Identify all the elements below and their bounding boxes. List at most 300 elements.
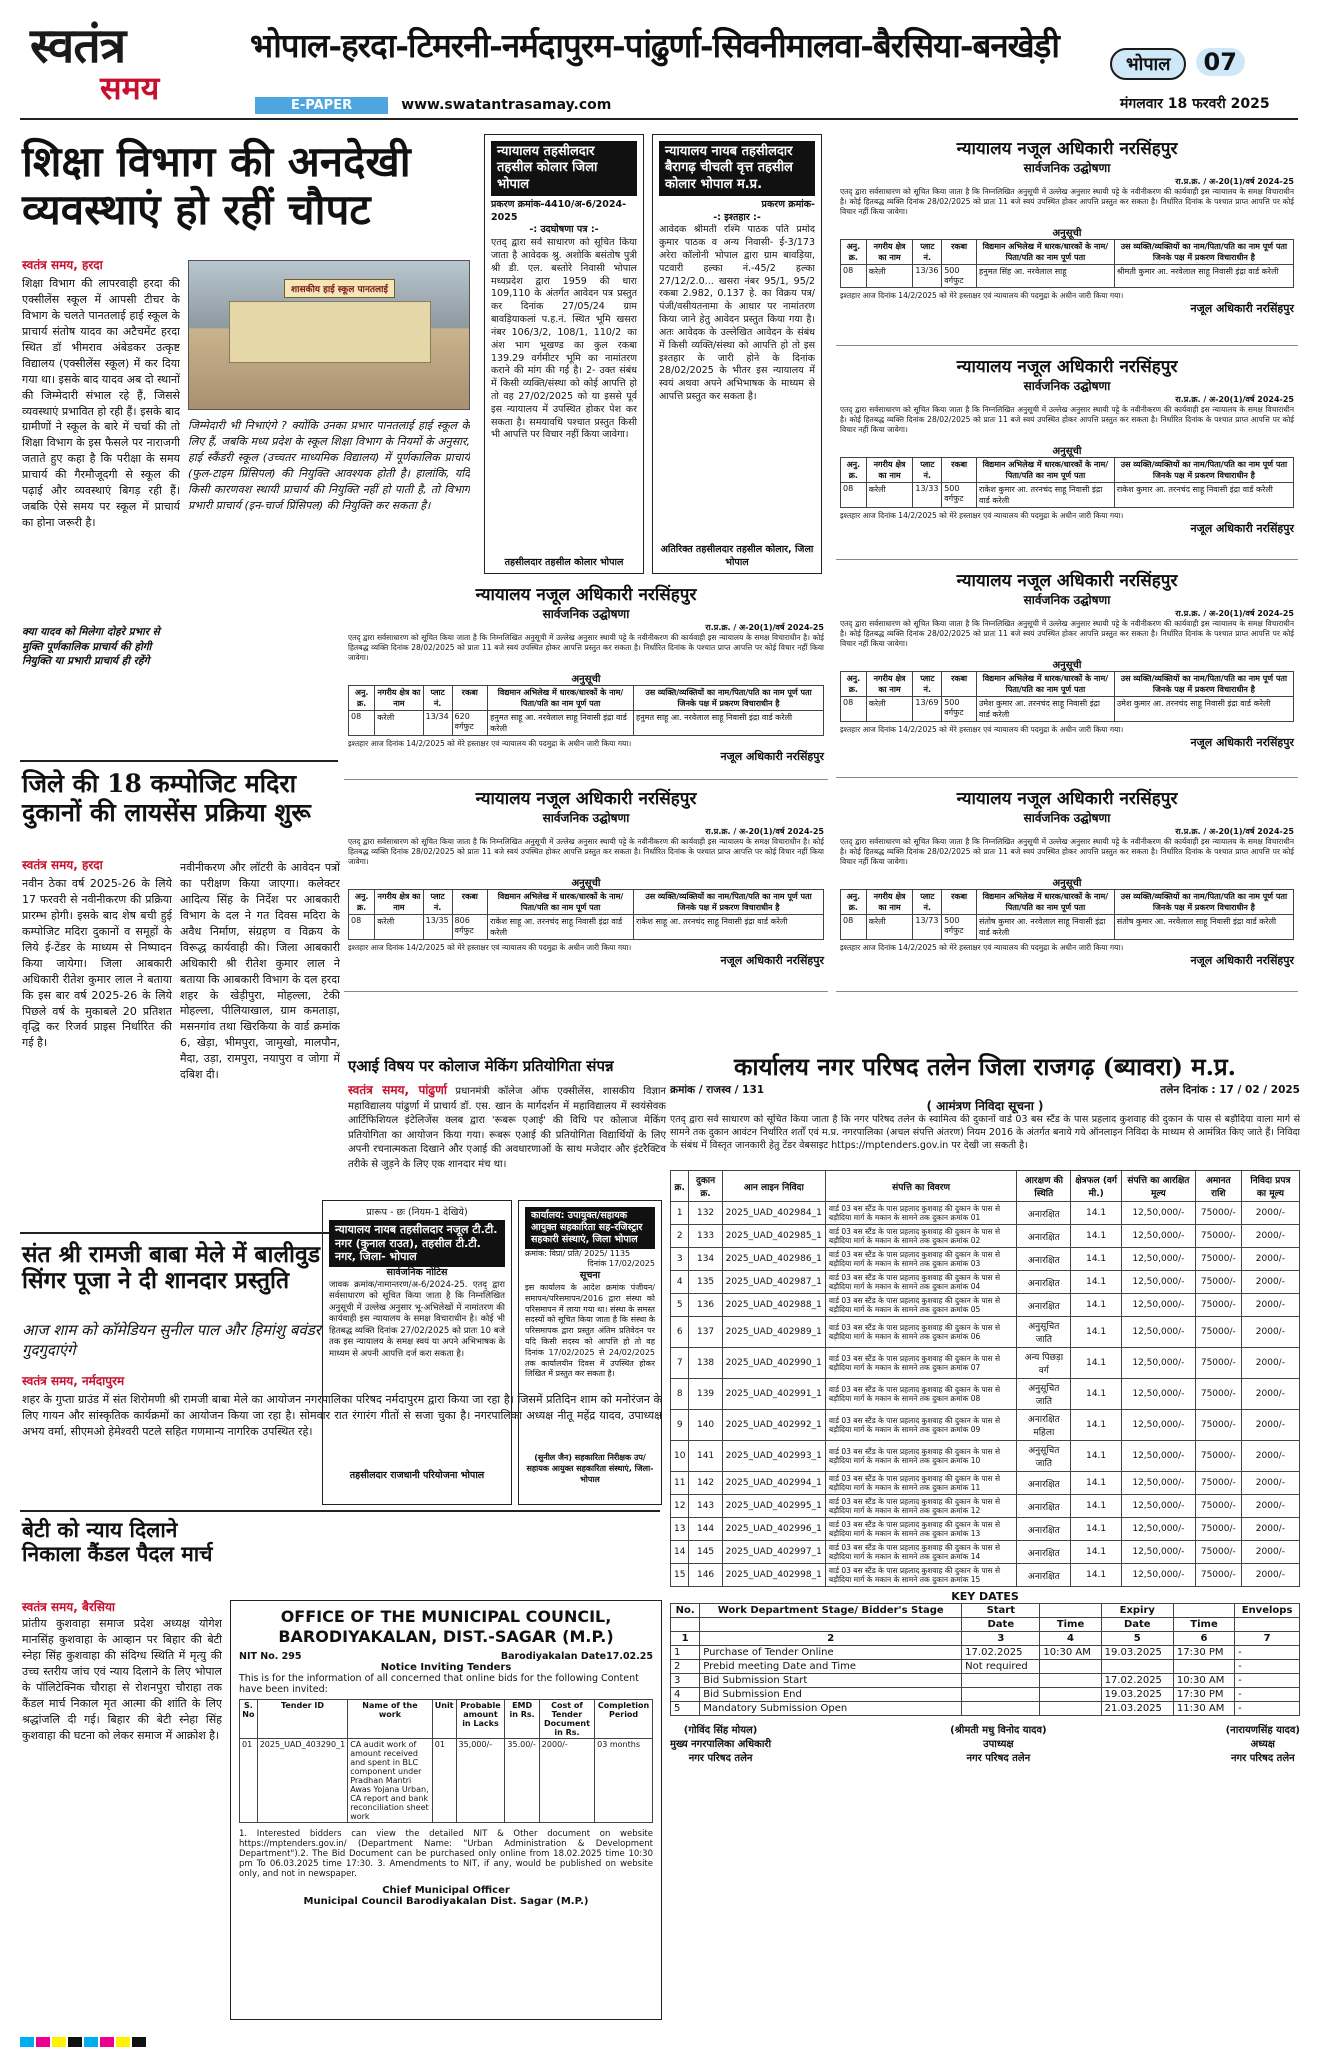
table-cell: 12,50,000/- bbox=[1121, 1564, 1195, 1587]
table-cell: 620 वर्गफुट bbox=[452, 711, 488, 736]
table-cell: 145 bbox=[689, 1541, 722, 1564]
nazul-table bbox=[840, 239, 1294, 288]
table-cell: 14.1 bbox=[1071, 1541, 1122, 1564]
table-header-cell: अनु. क्र. bbox=[841, 240, 867, 265]
table-cell: 7 bbox=[671, 1348, 689, 1379]
table-header-cell: 2 bbox=[700, 1632, 962, 1646]
tender-talen bbox=[670, 1050, 1300, 2025]
nazul-sign: नजूल अधिकारी नरसिंहपुर bbox=[1190, 522, 1294, 535]
table-cell: 133 bbox=[689, 1225, 722, 1248]
nazul-sub: सार्वजनिक उद्घोषणा bbox=[1023, 593, 1111, 607]
talen-table bbox=[670, 1170, 1300, 1587]
table-cell: 14.1 bbox=[1071, 1317, 1122, 1348]
table-header-cell: अनु. क्र. bbox=[841, 672, 867, 697]
notice-body: इस कार्यालय के आदेश क्रमांक पंजीयन/समापन/परिसमापन/2016 द्वारा संस्था को परिसमापन में लाया गया था। संस्था के समस्त सदस्यों को सूचित किया जाता है कि संस्था के परिसमापक द्वारा प्रस्तुत अंतिम प्रतिवेदन पर यदि किसी सदस्य को आपत्ति हो तो वह दिनांक 17/02/2025 से 24/02/2025 तक कार्यालयीन दिवस में उपस्थित होकर लिखित में प्रस्तुत कर सकता है। bbox=[525, 1283, 655, 1379]
table-cell: 137 bbox=[689, 1317, 722, 1348]
table-header bbox=[841, 890, 1294, 915]
table-cell: 13 bbox=[671, 1518, 689, 1541]
tender-date: Barodiyakalan Date17.02.25 bbox=[500, 1651, 653, 1662]
table-header-cell: प्लाट नं. bbox=[913, 890, 942, 915]
nazul-notice bbox=[836, 352, 1298, 560]
table-cell: 2025_UAD_402984_1 bbox=[722, 1202, 825, 1225]
table-cell: अनारक्षित bbox=[1017, 1294, 1071, 1317]
table-cell: 12,50,000/- bbox=[1121, 1495, 1195, 1518]
table-cell: 12,50,000/- bbox=[1121, 1348, 1195, 1379]
table-row bbox=[671, 1702, 1300, 1716]
notice-footer: अतिरिक्त तहसीलदार तहसील कोलार, जिला भोपाल bbox=[660, 544, 814, 569]
notice-body: एतद् द्वारा सर्व साधारण को सूचित किया जाता है आवेदक श्रु. अशोकि बसंतोष पुत्री श्री डी. एल. बस्तोरे निवासी भोपाल मध्यप्रदेश द्वारा 1959 की धारा 109,110 के अंतर्गत आवेदन पत्र प्रस्तुत कर दिनांक 27/05/24 ग्राम बावड़ियाकलां प.ह.नं. स्थित भूमि खसरा नंबर 106/3/2, 108/1, 110/2 का अंश भाग भूखण्ड का कुल रकबा 139.29 वर्गमीटर भूमि का नामांतरण कराने की मांग की गई है। 2- उक्त संबंध में किसी व्यक्ति/संस्था को कोई आपत्ति हो तो वह 27/02/2025 को या इससे पूर्व इस न्यायालय में उपस्थित होकर पेश कर सकता है। समयावधि पश्चात प्रस्तुत किसी भी आपत्ति पर विचार नहीं किया जावेगा। bbox=[491, 237, 637, 441]
table-header-cell: Expiry bbox=[1101, 1604, 1173, 1618]
table-cell: 75000/- bbox=[1195, 1564, 1241, 1587]
table-row bbox=[841, 483, 1294, 508]
table-cell: 132 bbox=[689, 1202, 722, 1225]
story1-title: शिक्षा विभाग की अनदेखी व्यवस्थाएं हो रहीं चौपट bbox=[22, 137, 411, 235]
table-cell: 142 bbox=[689, 1472, 722, 1495]
table-row bbox=[671, 1271, 1300, 1294]
table-cell: 138 bbox=[689, 1348, 722, 1379]
table-row bbox=[671, 1518, 1300, 1541]
header-divider bbox=[20, 118, 1298, 120]
table-cell: 15 bbox=[671, 1564, 689, 1587]
table-header-cell: Date bbox=[1101, 1618, 1173, 1632]
nazul-body: एतद् द्वारा सर्वसाधारण को सूचित किया जाता है कि निम्नलिखित अनुसूची में उल्लेख अनुसार स्थायी पट्टे के नवीनीकरण की कार्यवाही इस न्यायालय के समक्ष विचाराधीन है। कोई हितबद्ध व्यक्ति दिनांक 28/02/2025 को प्रातः 11 बजे स्वयं उपस्थित होकर आपत्ति प्रस्तुत कर सकता है। निर्धारित दिनांक के पश्चात प्राप्त आपत्ति पर कोई विचार नहीं किया जावेगा। bbox=[840, 837, 1294, 866]
talen-subtitle: ( आमंत्रण निविदा सूचना ) bbox=[926, 1099, 1044, 1113]
nazul-table bbox=[840, 671, 1294, 722]
notice-naib-tehsildar bbox=[652, 134, 822, 574]
table-cell: 35,000/- bbox=[456, 1739, 505, 1823]
table-cell: अनारक्षित bbox=[1017, 1472, 1071, 1495]
table-cell: 14.1 bbox=[1071, 1410, 1122, 1441]
table-cell: 35.00/- bbox=[505, 1739, 539, 1823]
notice-body: आवेदक श्रीमती रश्मि पाठक पति प्रमोद कुमार पाठक व अन्य निवासी- ई-3/173 अरेरा कॉलोनी भोपाल द्वारा ग्राम बावड़िया, पटवारी हल्का नं.-45/2 हल्का 27/12/2.0... खसरा नंबर 95/1, 95/2 रकबा 2.982, 0.137 हे. का विक्रय पत्र/पंजी/वसीयतनामा के आधार पर नामांतरण किया जाने हेतु आवेदन प्रस्तुत किया गया है। अतः आवेदक के उल्लेखित आवेदन के संबंध में किसी व्यक्ति/संस्था को आपत्ति हो तो इस इश्तहार के जारी होने के दिनांक 28/02/2025 के भीतर इस न्यायालय में स्वयं अथवा अपने अभिभाषक के माध्यम से आपत्ति प्रस्तुत कर सकता है। bbox=[659, 224, 815, 402]
table-header-cell: 6 bbox=[1173, 1632, 1234, 1646]
story5-title: एआई विषय पर कोलाज मेकिंग प्रतियोगिता संपन्न bbox=[348, 1057, 614, 1075]
table-cell: 75000/- bbox=[1195, 1225, 1241, 1248]
nazul-footnote: इश्तहार आज दिनांक 14/2/2025 को मेरे हस्ताक्षर एवं न्यायालय की पदमुद्रा के अधीन जारी किया गया। bbox=[840, 725, 1124, 734]
table-row bbox=[671, 1348, 1300, 1379]
table-cell: 11 bbox=[671, 1472, 689, 1495]
nazul-notice bbox=[344, 784, 828, 992]
table-header-cell: अमानत राशि bbox=[1195, 1171, 1241, 1202]
table-header-cell: Time bbox=[1040, 1618, 1101, 1632]
story1-byline: स्वतंत्र समय, हरदा bbox=[22, 258, 103, 272]
story2-byline: स्वतंत्र समय, हरदा bbox=[22, 858, 103, 872]
table-cell: करेली bbox=[866, 697, 913, 722]
signatory-org: नगर परिषद तलेन bbox=[966, 1753, 1031, 1764]
nazul-sub: सार्वजनिक उद्घोषणा bbox=[542, 811, 630, 825]
table-header-cell: संपत्ति का आरक्षित मूल्य bbox=[1121, 1171, 1195, 1202]
table-cell: 2000/- bbox=[1241, 1348, 1299, 1379]
nazul-sub: सार्वजनिक उद्घोषणा bbox=[542, 607, 630, 621]
signatory-role: उपाध्यक्ष bbox=[983, 1739, 1014, 1750]
nazul-sign: नजूल अधिकारी नरसिंहपुर bbox=[1190, 736, 1294, 749]
table-cell: 14.1 bbox=[1071, 1202, 1122, 1225]
table-header-cell: संपत्ति का विवरण bbox=[825, 1171, 1016, 1202]
table-header-cell: विद्यमान अभिलेख में धारक/धारकों के नाम/पिता/पति का नाम पूर्ण पता bbox=[977, 890, 1115, 915]
table-cell: - bbox=[1235, 1646, 1300, 1660]
table-cell: 12,50,000/- bbox=[1121, 1379, 1195, 1410]
table-cell: अनारक्षित bbox=[1017, 1225, 1071, 1248]
tender-sub: Notice Inviting Tenders bbox=[380, 1662, 512, 1673]
nazul-heading: न्यायालय नजूल अधिकारी नरसिंहपुर bbox=[956, 357, 1178, 377]
table-cell: 2025_UAD_402990_1 bbox=[722, 1348, 825, 1379]
tender-note: 1. Interested bidders can view the detailed NIT & Other document on website https://mptenders.gov.in/ (Department Name: "Urban Administration & Development Department").2. The Bid Document can be purchased only online from 18.02.2025 time 10:30 pm To 06.03.2025 time 17:30. 3. Amendments to NIT, if any, would be published on website only, and not in newspaper. bbox=[239, 1829, 653, 1879]
table-header-cell: नगरीय क्षेत्र का नाम bbox=[866, 240, 913, 265]
table-header-cell: Tender ID bbox=[257, 1700, 347, 1739]
table-cell: अनुसूचित जाति bbox=[1017, 1317, 1071, 1348]
table-row bbox=[671, 1441, 1300, 1472]
table-cell: हनुमत साहू आ. नरवेलाल साहू निवासी इंद्रा वार्ड करेली bbox=[488, 711, 634, 736]
table-cell: 2000/- bbox=[1241, 1472, 1299, 1495]
table-cell: 17.02.2025 bbox=[962, 1646, 1040, 1660]
table-cell: राकेश साहू आ. तरनचंद साहू निवासी इंद्रा वार्ड करेली bbox=[633, 915, 823, 940]
nazul-table bbox=[348, 889, 824, 940]
table-cell bbox=[962, 1688, 1040, 1702]
table-cell: 2000/- bbox=[1241, 1441, 1299, 1472]
table-row bbox=[671, 1225, 1300, 1248]
table-header-cell: Unit bbox=[432, 1700, 456, 1739]
table-cell: 3 bbox=[671, 1248, 689, 1271]
story3-body: शहर के गुप्ता ग्राउंड में संत शिरोमणी श्री रामजी बाबा मेले का आयोजन नगरपालिका परिषद नर्मदापुरम द्वारा किया जा रहा है। जिसमें प्रतिदिन शाम को मनोरंजन के लिए गायन और सांस्कृतिक कार्यक्रमों का आयोजन किया जा रहा है। सोमवार रात रंगारंग गीतों से सजा चुका है। नगरपालिका अध्यक्ष नीतू महेंद्र यादव, उपाध्यक्ष अभय वर्मा, सीएमओ हेमेश्वरी पटले सहित गणमान्य नागरिक उपस्थित रहे। bbox=[22, 1393, 662, 1438]
table-cell: Prebid meeting Date and Time bbox=[700, 1660, 962, 1674]
table-cell: 2025_UAD_402985_1 bbox=[722, 1225, 825, 1248]
table-row bbox=[349, 915, 824, 940]
table-cell: 134 bbox=[689, 1248, 722, 1271]
table-header-cell: उस व्यक्ति/व्यक्तियों का नाम/पिता/पति का नाम पूर्ण पता जिनके पक्ष में प्रकरण विचाराधीन है bbox=[1114, 890, 1293, 915]
nazul-footnote: इश्तहार आज दिनांक 14/2/2025 को मेरे हस्ताक्षर एवं न्यायालय की पदमुद्रा के अधीन जारी किया गया। bbox=[348, 943, 632, 952]
notice-top: प्रारूप - छः (नियम-1 देखिये) bbox=[366, 1207, 468, 1218]
table-cell: 08 bbox=[349, 915, 375, 940]
table-cell: वार्ड 03 बस स्टैंड के पास प्रहलाद कुशवाह की दुकान के पास से बड़ौदिया मार्ग के मकान के सामने तक दुकान क्रमांक 08 bbox=[825, 1379, 1016, 1410]
table-cell: 3 bbox=[671, 1674, 700, 1688]
story4-body: प्रांतीय कुशवाहा समाज प्रदेश अध्यक्ष योगेश मानसिंह कुशवाहा के आव्हान पर बिहार की बेटी स्नेहा सिंह कुशवाहा की संदिग्ध स्थिति में मृत्यु की उच्च स्तरीय जांच एवं न्याय दिलाने के लिए भोपाल के पॉलिटेक्निक चौराहा से रोशनपुरा चौराहा तक कैंडल मार्च निकाल मृत आत्मा की शांति के लिए श्रद्धांजलि दी गई। बिहार की बेटी स्नेहा सिंह कुशवाहा की घटना को लेकर समाज में आक्रोश है। bbox=[22, 1617, 222, 1742]
table-cell: उमेश कुमार आ. तरनचंद साहू निवासी इंद्रा वार्ड करेली bbox=[1114, 697, 1293, 722]
nazul-schedule: अनुसूची bbox=[1052, 878, 1082, 889]
table-cell bbox=[962, 1674, 1040, 1688]
table-row bbox=[841, 915, 1294, 940]
table-cell: 75000/- bbox=[1195, 1495, 1241, 1518]
table-cell bbox=[1040, 1702, 1101, 1716]
table-header-cell: अनु. क्र. bbox=[841, 458, 867, 483]
table-cell: 139 bbox=[689, 1379, 722, 1410]
website-link[interactable]: www.swatantrasamay.com bbox=[401, 97, 612, 113]
table-header bbox=[841, 458, 1294, 483]
table-cell: 500 वर्गफुट bbox=[942, 483, 977, 508]
nazul-heading: न्यायालय नजूल अधिकारी नरसिंहपुर bbox=[956, 139, 1178, 159]
table-header bbox=[671, 1604, 1300, 1618]
table-header-cell: विद्यमान अभिलेख में धारक/धारकों के नाम/पिता/पति का नाम पूर्ण पता bbox=[488, 890, 634, 915]
table-header-cell: EMD in Rs. bbox=[505, 1700, 539, 1739]
table-cell: 2000/- bbox=[1241, 1225, 1299, 1248]
table-cell: Bid Submission End bbox=[700, 1688, 962, 1702]
table-cell: 08 bbox=[841, 483, 867, 508]
table-header bbox=[841, 672, 1294, 697]
story3-kicker: आज शाम को कॉमेडियन सुनील पाल और हिमांशु बवंडर गुदगुदाएंगे bbox=[22, 1321, 321, 1359]
table-cell: अनारक्षित bbox=[1017, 1541, 1071, 1564]
tender-table bbox=[239, 1699, 653, 1823]
table-header bbox=[671, 1632, 1300, 1646]
table-cell: 2025_UAD_402998_1 bbox=[722, 1564, 825, 1587]
table-cell: 146 bbox=[689, 1564, 722, 1587]
talen-date: तलेन दिनांक : 17 / 02 / 2025 bbox=[1160, 1084, 1300, 1096]
signatory-name: (श्रीमती मधु विनोद यादव) bbox=[950, 1725, 1047, 1736]
table-header-cell: विद्यमान अभिलेख में धारक/धारकों के नाम/पिता/पति का नाम पूर्ण पता bbox=[488, 686, 634, 711]
table-cell: 13/69 bbox=[913, 697, 942, 722]
nazul-footnote: इश्तहार आज दिनांक 14/2/2025 को मेरे हस्ताक्षर एवं न्यायालय की पदमुद्रा के अधीन जारी किया गया। bbox=[840, 291, 1124, 300]
table-cell: 17:30 PM bbox=[1173, 1688, 1234, 1702]
table-cell: Bid Submission Start bbox=[700, 1674, 962, 1688]
notice-title: -: उदघोषणा पत्र :- bbox=[529, 224, 599, 236]
table-row bbox=[841, 697, 1294, 722]
table-header-cell: विद्यमान अभिलेख में धारक/धारकों के नाम/पिता/पति का नाम पूर्ण पता bbox=[977, 240, 1115, 265]
nazul-case: रा.प्र.क्र. / अ-20(1)/वर्ष 2024-25 bbox=[1175, 609, 1294, 618]
table-row bbox=[671, 1660, 1300, 1674]
table-cell: 2025_UAD_402992_1 bbox=[722, 1410, 825, 1441]
table-header-cell: 5 bbox=[1101, 1632, 1173, 1646]
table-cell: 12,50,000/- bbox=[1121, 1294, 1195, 1317]
notice-footer: तहसीलदार राजधानी परियोजना भोपाल bbox=[349, 1469, 485, 1481]
table-cell: अन्य पिछड़ा वर्ग bbox=[1017, 1348, 1071, 1379]
nazul-case: रा.प्र.क्र. / अ-20(1)/वर्ष 2024-25 bbox=[1175, 395, 1294, 404]
nazul-footnote: इश्तहार आज दिनांक 14/2/2025 को मेरे हस्ताक्षर एवं न्यायालय की पदमुद्रा के अधीन जारी किया गया। bbox=[840, 511, 1124, 520]
signatory-name: (नारायणसिंह यादव) bbox=[1225, 1725, 1300, 1736]
table-header-cell: उस व्यक्ति/व्यक्तियों का नाम/पिता/पति का नाम पूर्ण पता जिनके पक्ष में प्रकरण विचाराधीन है bbox=[1114, 672, 1293, 697]
table-cell: 14.1 bbox=[1071, 1518, 1122, 1541]
table-header-cell: उस व्यक्ति/व्यक्तियों का नाम/पिता/पति का नाम पूर्ण पता जिनके पक्ष में प्रकरण विचाराधीन है bbox=[633, 686, 823, 711]
table-row bbox=[671, 1248, 1300, 1271]
table-cell: 2000/- bbox=[1241, 1294, 1299, 1317]
table-header bbox=[671, 1618, 1300, 1632]
table-cell: 2000/- bbox=[1241, 1518, 1299, 1541]
table-header-cell: प्लाट नं. bbox=[913, 672, 942, 697]
nazul-sign: नजूल अधिकारी नरसिंहपुर bbox=[720, 750, 824, 763]
table-cell: अनारक्षित bbox=[1017, 1564, 1071, 1587]
table-cell: 75000/- bbox=[1195, 1518, 1241, 1541]
table-cell: करेली bbox=[866, 265, 913, 288]
table-header-cell: Time bbox=[1173, 1618, 1234, 1632]
notice-title: -: इश्तहार :- bbox=[713, 211, 761, 223]
table-cell: 01 bbox=[240, 1739, 258, 1823]
nazul-footnote: इश्तहार आज दिनांक 14/2/2025 को मेरे हस्ताक्षर एवं न्यायालय की पदमुद्रा के अधीन जारी किया गया। bbox=[840, 943, 1124, 952]
table-header-cell bbox=[1040, 1604, 1101, 1618]
nazul-notice bbox=[836, 566, 1298, 778]
notice-tehsildar-kolar bbox=[484, 134, 644, 574]
table-cell: 1 bbox=[671, 1646, 700, 1660]
table-cell bbox=[962, 1702, 1040, 1716]
table-header-cell: उस व्यक्ति/व्यक्तियों का नाम/पिता/पति का नाम पूर्ण पता जिनके पक्ष में प्रकरण विचाराधीन है bbox=[633, 890, 823, 915]
table-cell: 2000/- bbox=[1241, 1271, 1299, 1294]
table-row bbox=[671, 1495, 1300, 1518]
table-cell: करेली bbox=[866, 915, 913, 940]
nazul-sign: नजूल अधिकारी नरसिंहपुर bbox=[1190, 954, 1294, 967]
table-cell: 2025_UAD_403290_1 bbox=[257, 1739, 347, 1823]
table-header-cell: 3 bbox=[962, 1632, 1040, 1646]
table-header-cell: दुकान क्र. bbox=[689, 1171, 722, 1202]
table-cell: राकेश साहू आ. तरनचंद साहू निवासी इंद्रा वार्ड करेली bbox=[488, 915, 634, 940]
nazul-case: रा.प्र.क्र. / अ-20(1)/वर्ष 2024-25 bbox=[705, 623, 824, 632]
table-cell: 14.1 bbox=[1071, 1472, 1122, 1495]
story3-title: संत श्री रामजी बाबा मेले में बालीवुड सिंगर पूजा ने दी शानदार प्रस्तुति bbox=[22, 1241, 321, 1295]
table-header-cell: विद्यमान अभिलेख में धारक/धारकों के नाम/पिता/पति का नाम पूर्ण पता bbox=[977, 672, 1115, 697]
table-row bbox=[671, 1379, 1300, 1410]
table-header-cell: प्लाट नं. bbox=[423, 686, 452, 711]
table-cell: वार्ड 03 बस स्टैंड के पास प्रहलाद कुशवाह की दुकान के पास से बड़ौदिया मार्ग के मकान के सामने तक दुकान क्रमांक 10 bbox=[825, 1441, 1016, 1472]
table-cell: 14.1 bbox=[1071, 1271, 1122, 1294]
table-header-cell: 1 bbox=[671, 1632, 700, 1646]
table-cell: 14 bbox=[671, 1541, 689, 1564]
nazul-schedule: अनुसूची bbox=[1052, 446, 1082, 457]
table-header-cell: अनु. क्र. bbox=[841, 890, 867, 915]
table-cell: करेली bbox=[866, 483, 913, 508]
table-header-cell: Probable amount in Lacks bbox=[456, 1700, 505, 1739]
table-cell: 141 bbox=[689, 1441, 722, 1472]
table-cell: 75000/- bbox=[1195, 1271, 1241, 1294]
table-header-cell: रकबा bbox=[942, 458, 977, 483]
table-cell: 14.1 bbox=[1071, 1495, 1122, 1518]
table-cell: वार्ड 03 बस स्टैंड के पास प्रहलाद कुशवाह की दुकान के पास से बड़ौदिया मार्ग के मकान के सामने तक दुकान क्रमांक 07 bbox=[825, 1348, 1016, 1379]
story4-byline: स्वतंत्र समय, बैरसिया bbox=[22, 1600, 116, 1614]
table-header-cell: नगरीय क्षेत्र का नाम bbox=[866, 890, 913, 915]
table-header bbox=[240, 1700, 653, 1739]
table-cell: 12,50,000/- bbox=[1121, 1202, 1195, 1225]
table-cell: अनारक्षित bbox=[1017, 1495, 1071, 1518]
notice-case: क्रमांक: विप्रा/ प्रति/ 2025/ 1135 bbox=[525, 1248, 631, 1258]
school-signboard: शासकीय हाई स्कूल पानतलाई bbox=[284, 279, 395, 298]
table-cell: 12,50,000/- bbox=[1121, 1225, 1195, 1248]
notice-body: जावक क्रमांक/नामान्तरण/अ-6/2024-25. एतद् द्वारा सर्वसाधारण को सूचित किया जाता है कि निम्नलिखित अनुसूची में उल्लेख अनुसार भू-अभिलेखों में नामांतरण की कार्यवाही इस न्यायालय के समक्ष विचाराधीन है। कोई भी हितबद्ध व्यक्ति दिनांक 27/02/2025 को प्रातः 10 बजे तक इस न्यायालय के समक्ष स्वयं या अपने अभिभाषक के माध्यम से अपनी आपत्ति दर्ज करा सकता है। bbox=[329, 1279, 505, 1359]
table-cell: 2000/- bbox=[1241, 1410, 1299, 1441]
table-cell: अनारक्षित bbox=[1017, 1202, 1071, 1225]
table-cell: संतोष कुमार आ. नरवेलाल साहू निवासी इंद्रा वार्ड करेली bbox=[977, 915, 1115, 940]
table-cell: 2000/- bbox=[1241, 1379, 1299, 1410]
table-cell bbox=[1040, 1688, 1101, 1702]
table-cell: वार्ड 03 बस स्टैंड के पास प्रहलाद कुशवाह की दुकान के पास से बड़ौदिया मार्ग के मकान के सामने तक दुकान क्रमांक 11 bbox=[825, 1472, 1016, 1495]
table-cell: 2025_UAD_402989_1 bbox=[722, 1317, 825, 1348]
table-cell: Purchase of Tender Online bbox=[700, 1646, 962, 1660]
table-cell: 75000/- bbox=[1195, 1379, 1241, 1410]
signatory-role: मुख्य नगरपालिका अधिकारी bbox=[670, 1739, 772, 1750]
table-row bbox=[240, 1739, 653, 1823]
nazul-schedule: अनुसूची bbox=[1052, 228, 1082, 239]
story4-title: बेटी को न्याय दिलाने निकाला कैंडल पैदल मार्च bbox=[22, 1517, 213, 1567]
table-cell: 500 वर्गफुट bbox=[942, 915, 977, 940]
table-cell: 13/33 bbox=[913, 483, 942, 508]
epaper-bar bbox=[255, 94, 1255, 112]
signatory-name: (गोविंद सिंह मोयल) bbox=[683, 1725, 758, 1736]
tender-sign1: Chief Municipal Officer bbox=[382, 1885, 510, 1896]
table-cell: वार्ड 03 बस स्टैंड के पास प्रहलाद कुशवाह की दुकान के पास से बड़ौदिया मार्ग के मकान के सामने तक दुकान क्रमांक 03 bbox=[825, 1248, 1016, 1271]
notice-sub: सार्वजनिक नोटिस bbox=[386, 1267, 448, 1279]
table-row bbox=[671, 1646, 1300, 1660]
table-header-cell: रकबा bbox=[942, 240, 977, 265]
table-cell: 5 bbox=[671, 1702, 700, 1716]
table-header-cell: Completion Period bbox=[595, 1700, 653, 1739]
table-cell bbox=[1040, 1674, 1101, 1688]
table-cell: वार्ड 03 बस स्टैंड के पास प्रहलाद कुशवाह की दुकान के पास से बड़ौदिया मार्ग के मकान के सामने तक दुकान क्रमांक 01 bbox=[825, 1202, 1016, 1225]
table-cell: 2000/- bbox=[1241, 1202, 1299, 1225]
table-row bbox=[671, 1294, 1300, 1317]
table-cell: 19.03.2025 bbox=[1101, 1646, 1173, 1660]
table-cell: 500 वर्गफुट bbox=[942, 697, 977, 722]
notice-sub: सूचना bbox=[579, 1270, 601, 1282]
table-header-cell: प्लाट नं. bbox=[423, 890, 452, 915]
table-cell: 14.1 bbox=[1071, 1379, 1122, 1410]
table-cell bbox=[1101, 1660, 1173, 1674]
table-cell: 500 वर्गफुट bbox=[942, 265, 977, 288]
table-row bbox=[841, 265, 1294, 288]
story1-body: शिक्षा विभाग की लापरवाही हरदा की एक्सीलेंस स्कूल में आपसी टीचर के विभाग के चलते पानतलाई हाई स्कूल के प्राचार्य संतोष यादव का अटैचमेंट हरदा स्थित डॉ भीमराव अंबेडकर उत्कृष्ट विद्यालय (एक्सीलेंस स्कूल) में कर दिया गया था। इसके बाद यादव अब दो स्थानों की जिम्मेदारी संभाल रहे हैं, जिससे व्यवस्थाएं प्रभावित हो रही हैं। इसके बाद ग्रामीणों ने स्कूल के बारे में चर्चा की तो शिक्षा विभाग के इस फैसले पर नाराजगी जताते हुए कहा है कि परीक्षा के समय प्राचार्य की गैरमौजूदगी से स्कूल की पढ़ाई और व्यवस्थाएं बिगड़ रही हैं। जबकि ऐसे समय पर स्कूल में प्राचार्य का होना जरूरी है। bbox=[22, 277, 180, 530]
signature-block bbox=[950, 1722, 1047, 1764]
signatory-org: नगर परिषद तलेन bbox=[688, 1753, 753, 1764]
table-header-cell: विद्यमान अभिलेख में धारक/धारकों के नाम/पिता/पति का नाम पूर्ण पता bbox=[977, 458, 1115, 483]
table-cell: 2025_UAD_402991_1 bbox=[722, 1379, 825, 1410]
table-cell: 08 bbox=[841, 697, 867, 722]
table-cell: - bbox=[1235, 1688, 1300, 1702]
table-header-cell: अनु. क्र. bbox=[349, 686, 375, 711]
table-cell: - bbox=[1235, 1702, 1300, 1716]
table-cell: 806 वर्गफुट bbox=[452, 915, 488, 940]
table-header-cell: Date bbox=[962, 1618, 1040, 1632]
table-cell: 12,50,000/- bbox=[1121, 1271, 1195, 1294]
story2-title: जिले की 18 कम्पोजिट मदिरा दुकानों की लायसेंस प्रक्रिया शुरू bbox=[22, 769, 311, 827]
table-cell: 144 bbox=[689, 1518, 722, 1541]
table-cell: 08 bbox=[841, 915, 867, 940]
nazul-heading: न्यायालय नजूल अधिकारी नरसिंहपुर bbox=[475, 789, 697, 809]
table-cell: 75000/- bbox=[1195, 1294, 1241, 1317]
table-header-cell: नगरीय क्षेत्र का नाम bbox=[375, 686, 423, 711]
table-cell: संतोष कुमार आ. नरवेलाल साहू निवासी इंद्रा वार्ड करेली bbox=[1114, 915, 1293, 940]
table-cell: 2000/- bbox=[1241, 1541, 1299, 1564]
signature-block bbox=[670, 1722, 771, 1764]
table-cell: 03 months bbox=[595, 1739, 653, 1823]
table-cell: अनुसूचित जाति bbox=[1017, 1441, 1071, 1472]
table-cell: 2025_UAD_402994_1 bbox=[722, 1472, 825, 1495]
nazul-body: एतद् द्वारा सर्वसाधारण को सूचित किया जाता है कि निम्नलिखित अनुसूची में उल्लेख अनुसार स्थायी पट्टे के नवीनीकरण की कार्यवाही इस न्यायालय के समक्ष विचाराधीन है। कोई हितबद्ध व्यक्ति दिनांक 28/02/2025 को प्रातः 11 बजे स्वयं उपस्थित होकर आपत्ति प्रस्तुत कर सकता है। निर्धारित दिनांक के पश्चात प्राप्त आपत्ति पर कोई विचार नहीं किया जावेगा। bbox=[348, 837, 824, 866]
table-cell: 9 bbox=[671, 1410, 689, 1441]
table-header-cell: Work Department Stage/ Bidder's Stage bbox=[700, 1604, 962, 1618]
table-cell: 4 bbox=[671, 1271, 689, 1294]
table-header bbox=[349, 890, 824, 915]
table-cell: वार्ड 03 बस स्टैंड के पास प्रहलाद कुशवाह की दुकान के पास से बड़ौदिया मार्ग के मकान के सामने तक दुकान क्रमांक 05 bbox=[825, 1294, 1016, 1317]
table-cell: 11:30 AM bbox=[1173, 1702, 1234, 1716]
table-cell: 01 bbox=[432, 1739, 456, 1823]
table-cell: 143 bbox=[689, 1495, 722, 1518]
table-cell: वार्ड 03 बस स्टैंड के पास प्रहलाद कुशवाह की दुकान के पास से बड़ौदिया मार्ग के मकान के सामने तक दुकान क्रमांक 04 bbox=[825, 1271, 1016, 1294]
nazul-case: रा.प्र.क्र. / अ-20(1)/वर्ष 2024-25 bbox=[1175, 177, 1294, 186]
epaper-label: E-PAPER bbox=[255, 97, 388, 114]
notice-footer: तहसीलदार तहसील कोलार भोपाल bbox=[504, 557, 624, 569]
table-cell: 2025_UAD_402988_1 bbox=[722, 1294, 825, 1317]
school-photo bbox=[188, 260, 470, 410]
table-cell: 2000/- bbox=[539, 1739, 594, 1823]
nazul-table bbox=[348, 685, 824, 736]
nazul-footnote: इश्तहार आज दिनांक 14/2/2025 को मेरे हस्ताक्षर एवं न्यायालय की पदमुद्रा के अधीन जारी किया गया। bbox=[348, 739, 632, 748]
story3-byline: स्वतंत्र समय, नर्मदापुरम bbox=[22, 1374, 125, 1388]
table-header-cell: उस व्यक्ति/व्यक्तियों का नाम/पिता/पति का नाम पूर्ण पता जिनके पक्ष में प्रकरण विचाराधीन है bbox=[1114, 240, 1293, 265]
nazul-body: एतद् द्वारा सर्वसाधारण को सूचित किया जाता है कि निम्नलिखित अनुसूची में उल्लेख अनुसार स्थायी पट्टे के नवीनीकरण की कार्यवाही इस न्यायालय के समक्ष विचाराधीन है। कोई हितबद्ध व्यक्ति दिनांक 28/02/2025 को प्रातः 11 बजे स्वयं उपस्थित होकर आपत्ति प्रस्तुत कर सकता है। निर्धारित दिनांक के पश्चात प्राप्त आपत्ति पर कोई विचार नहीं किया जावेगा। bbox=[840, 405, 1294, 434]
tender-title: OFFICE OF THE MUNICIPAL COUNCIL, BARODIYAKALAN, DIST.-SAGAR (M.P.) bbox=[278, 1607, 614, 1646]
table-header-cell: नगरीय क्षेत्र का नाम bbox=[375, 890, 423, 915]
nazul-body: एतद् द्वारा सर्वसाधारण को सूचित किया जाता है कि निम्नलिखित अनुसूची में उल्लेख अनुसार स्थायी पट्टे के नवीनीकरण की कार्यवाही इस न्यायालय के समक्ष विचाराधीन है। कोई हितबद्ध व्यक्ति दिनांक 28/02/2025 को प्रातः 11 बजे स्वयं उपस्थित होकर आपत्ति प्रस्तुत कर सकता है। निर्धारित दिनांक के पश्चात प्राप्त आपत्ति पर कोई विचार नहीं किया जावेगा। bbox=[348, 633, 824, 662]
table-header-cell: रकबा bbox=[942, 672, 977, 697]
signature-block bbox=[1226, 1722, 1300, 1764]
nazul-sign: नजूल अधिकारी नरसिंहपुर bbox=[1190, 302, 1294, 315]
page-number: 07 bbox=[1196, 48, 1245, 76]
table-cell: 21.03.2025 bbox=[1101, 1702, 1173, 1716]
table-cell: Mandatory Submission Open bbox=[700, 1702, 962, 1716]
notice-heading: न्यायालय तहसीलदार तहसील कोलार जिला भोपाल bbox=[491, 141, 637, 196]
table-cell: 13/35 bbox=[423, 915, 452, 940]
